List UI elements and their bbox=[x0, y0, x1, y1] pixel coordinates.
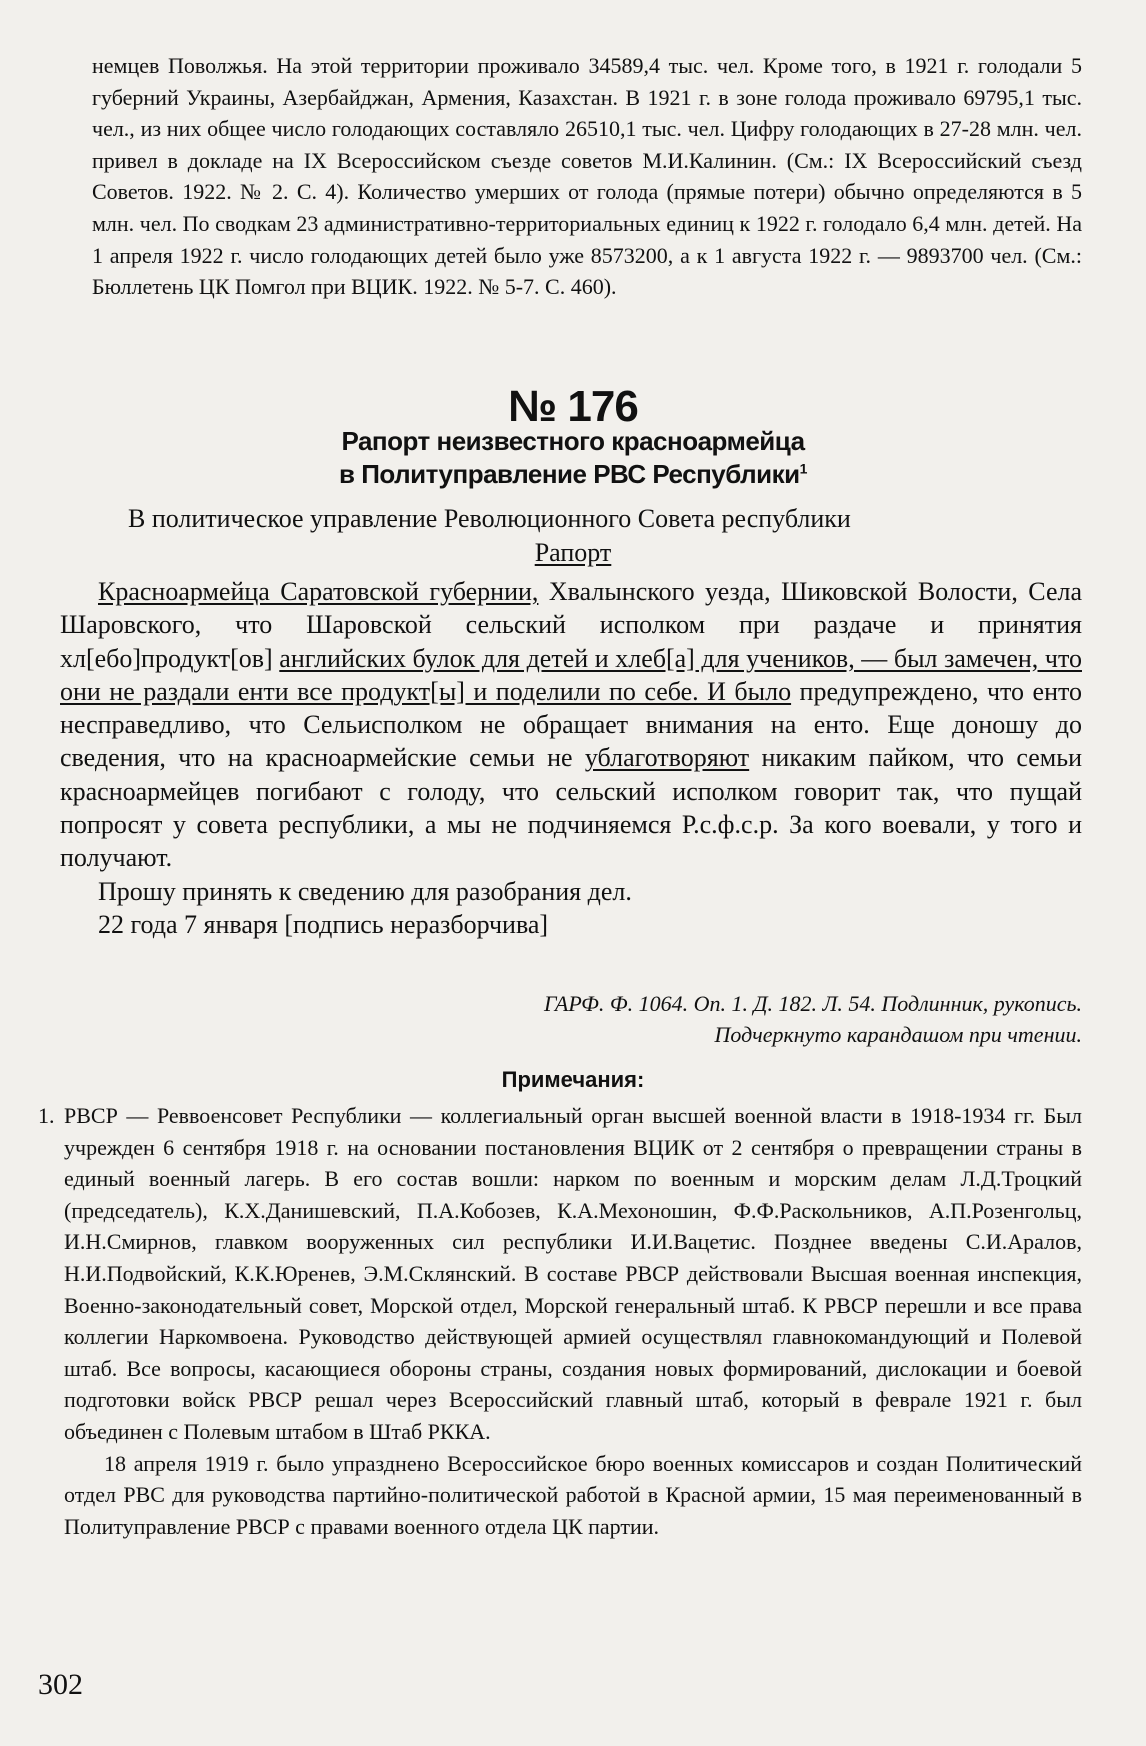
report-heading bbox=[0, 536, 1146, 570]
document-title bbox=[0, 425, 1146, 491]
report-date-signature: 22 года 7 января [подпись неразборчива] bbox=[98, 909, 549, 939]
note-number: 1. bbox=[38, 1103, 55, 1128]
report-underlined-1: Красноармейца Саратовской губернии, bbox=[98, 577, 539, 606]
intro-paragraph: немцев Поволжья. На этой территории проживало 34589,4 тыс. чел. Кроме того, в 1921 г. голодали 5 губерний Украины, Азербайджан, Армения, Казахстан. В 1921 г. в зоне голода проживало 69795,1 тыс. чел., из них общее число голодающих составляло 26510,1 тыс. чел. Цифру голодающих в 27-28 млн. чел. привел в докладе на IX Всероссийском съезде советов М.И.Калинин. (См.: IX Всероссийский съезд Советов. 1922. № 2. С. 4). Количество умерших от голода (прямые потери) обычно определяются в 5 млн. чел. По сводкам 23 административно-территориальных единиц к 1922 г. голодало 6,4 млн. детей. На 1 апреля 1922 г. число голодающих детей было уже 8573200, а к 1 августа 1922 г. — 9893700 чел. (См.: Бюллетень ЦК Помгол при ВЦИК. 1922. № 5-7. С. 460). bbox=[92, 53, 1082, 300]
note-text: РВСР — Реввоенсовет Республики — коллегиальный орган высшей военной власти в 1918-1934 гг. Был учрежден 6 сентября 1918 г. на основании постановления ВЦИК от 2 сентября о превращении страны в единый военный лагерь. В его состав вошли: нарком по военным и морским делам Л.Д.Троцкий (председатель), К.Х.Данишевский, П.А.Кобозев, К.А.Мехоношин, Ф.Ф.Раскольников, А.П.Розенгольц, И.Н.Смирнов, главком вооруженных сил республики И.И.Вацетис. Позднее введены С.И.Аралов, Н.И.Подвойский, К.К.Юренев, Э.М.Склянский. В составе РВСР действовали Высшая военная инспекция, Военно-законодательный совет, Морской отдел, Морской генеральный штаб. К РВСР перешли и все права коллегии Наркомвоена. Руководство действующей армией осуществлял главнокомандующий и Полевой штаб. Все вопросы, касающиеся обороны страны, создания новых формирований, дислокации и боевой подготовки войск РВСР решал через Всероссийский главный штаб, который в феврале 1921 г. был объединен с Полевым штабом в Штаб РККА. bbox=[64, 1103, 1082, 1444]
notes-section bbox=[38, 1100, 1082, 1542]
archive-source-line-1: ГАРФ. Ф. 1064. Оп. 1. Д. 182. Л. 54. Подлинник, рукопись. bbox=[544, 991, 1082, 1016]
archive-source bbox=[100, 988, 1082, 1050]
report-text-2: Хвалынского уезда, Шиковской Волости, Села Шаровского, что Шаровской сельский исполком при раздаче и принятия хл[ебо]продукт[ов] bbox=[60, 577, 1082, 673]
report-body bbox=[60, 575, 1082, 941]
report-heading-text: Рапорт bbox=[534, 538, 612, 567]
report-addressee: В политическое управление Революционного Совета республики bbox=[128, 504, 851, 533]
page-number: 302 bbox=[38, 1668, 83, 1701]
document-title-line-2 bbox=[0, 458, 1146, 491]
note-item bbox=[38, 1100, 1082, 1448]
report-text-6: никаким пайком, что семьи красноармейцев погибают с голоду, что сельский исполком говорит так, что пущай попросят у совета республики, а мы не подчиняемся Р.с.ф.с.р. За кого воевали, у того и получают. bbox=[60, 743, 1082, 873]
document-title-line-2-text: в Политуправление РВС Республики bbox=[339, 459, 800, 489]
report-text-4: предупреждено, что енто несправедливо, что Сельисполком не обращает внимания на енто. Еще доношу до сведения, что на красноармейские семьи не bbox=[60, 676, 1082, 773]
document-title-line-1: Рапорт неизвестного красноармейца bbox=[341, 426, 805, 456]
title-footnote-marker: 1 bbox=[799, 460, 807, 477]
report-underlined-2: английских булок для детей и хлеб[а] для учеников, — был замечен, что они не раздали енти все продукт[ы] и поделили по себе. И было bbox=[60, 643, 1082, 706]
report-paragraph-2: Прошу принять к сведению для разобрания дел. bbox=[98, 876, 632, 906]
report-paragraph-1 bbox=[60, 575, 1082, 875]
document-number: № 176 bbox=[508, 382, 638, 431]
note-paragraph-2: 18 апреля 1919 г. было упразднено Всероссийское бюро военных комиссаров и создан Политический отдел РВС для руководства партийно-политической работой в Красной армии, 15 мая переименованный в Политуправление РВСР с правами военного отдела ЦК партии. bbox=[64, 1450, 1082, 1539]
notes-heading: Примечания: bbox=[501, 1067, 645, 1092]
report-underlined-3: ублаготворяют bbox=[584, 743, 750, 773]
archive-source-line-2: Подчеркнуто карандашом при чтении. bbox=[714, 1022, 1082, 1047]
